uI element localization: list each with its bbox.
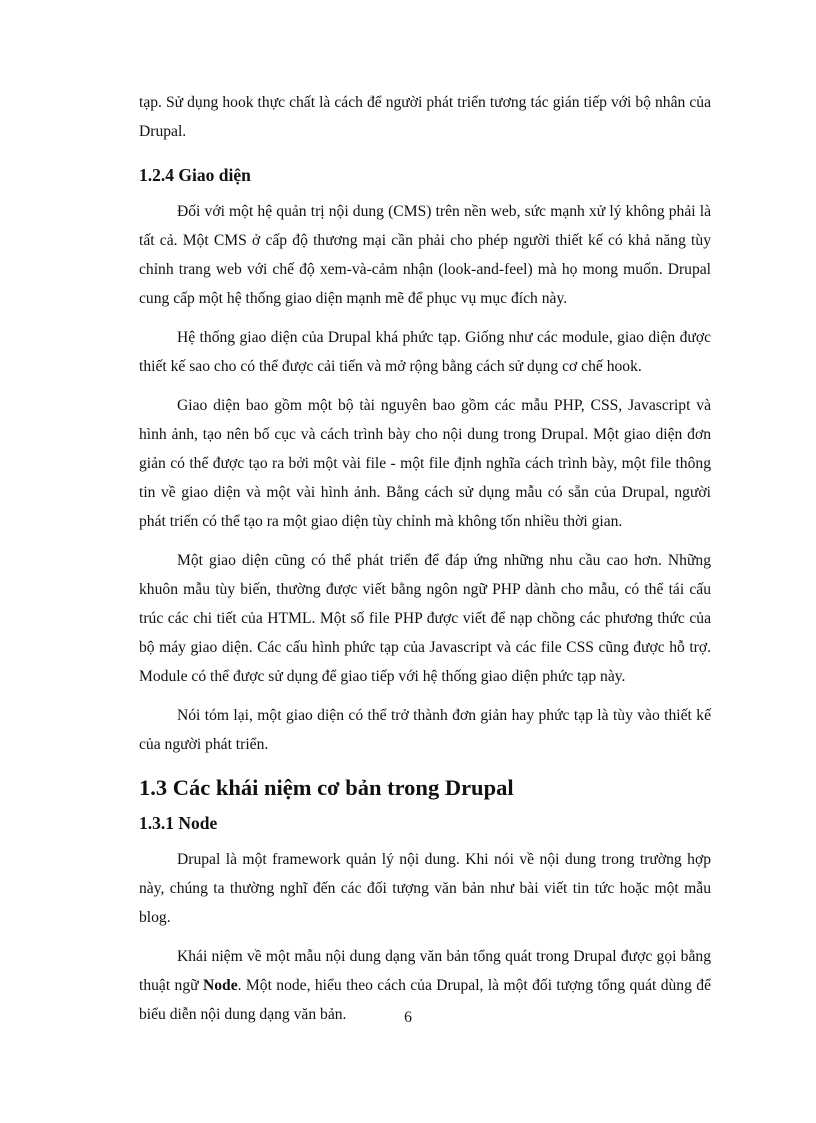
page-number: 6 — [404, 1009, 412, 1026]
paragraph-cms-power: Đối với một hệ quản trị nội dung (CMS) trên nền web, sức mạnh xử lý không phải là tất cả. Một CMS ở cấp độ thương mại cần phải cho phép người thiết kế có khả năng tùy chỉnh trang web với chế độ xem-và-cảm nhận (look-and-feel) mà họ mong muốn. Drupal cung cấp một hệ thống giao diện mạnh mẽ để phục vụ mục đích này. — [139, 203, 711, 307]
paragraph-theme-system: Hệ thống giao diện của Drupal khá phức tạp. Giống như các module, giao diện được thiết kế sao cho có thể được cải tiến và mở rộng bằng cách sử dụng cơ chế hook. — [139, 329, 711, 375]
paragraph-drupal-framework: Drupal là một framework quản lý nội dung. Khi nói về nội dung trong trường hợp này, chúng ta thường nghĩ đến các đối tượng văn bản như bài viết tin tức hoặc một mẫu blog. — [139, 851, 711, 926]
paragraph-theme-resources: Giao diện bao gồm một bộ tài nguyên bao gồm các mẫu PHP, CSS, Javascript và hình ảnh, tạo nên bố cục và cách trình bày cho nội dung trong Drupal. Một giao diện đơn giản có thể được tạo ra bởi một vài file - một file định nghĩa cách trình bày, một file thông tin về giao diện và một vài hình ảnh. Bằng cách sử dụng mẫu có sẵn của Drupal, người phát triển có thể tạo ra một giao diện tùy chỉnh mà không tốn nhiều thời gian. — [139, 397, 711, 530]
section-heading-1-2-4: 1.2.4 Giao diện — [139, 165, 251, 185]
node-definition-text-after: . Một node, hiểu theo cách của Drupal, là một đối tượng tổng quát dùng để biểu diễn nội dung dạng văn bản. — [139, 977, 711, 1023]
node-definition-text-before: Khái niệm về một mẫu nội dung dạng văn bản tổng quát trong Drupal được gọi bằng thuật ngữ — [139, 948, 711, 994]
intro-paragraph: tạp. Sử dụng hook thực chất là cách để người phát triển tương tác gián tiếp với bộ nhân của Drupal. — [139, 94, 711, 140]
section-heading-1-3-1: 1.3.1 Node — [139, 813, 218, 833]
paragraph-theme-summary: Nói tóm lại, một giao diện có thể trở thành đơn giản hay phức tạp là tùy vào thiết kế của người phát triển. — [139, 707, 711, 753]
node-term: Node — [202, 977, 238, 994]
section-heading-1-3: 1.3 Các khái niệm cơ bản trong Drupal — [139, 775, 514, 800]
paragraph-theme-advanced: Một giao diện cũng có thể phát triển để đáp ứng những nhu cầu cao hơn. Những khuôn mẫu tùy biến, thường được viết bằng ngôn ngữ PHP dành cho mẫu, có thể tái cấu trúc các chi tiết của HTML. Một số file PHP được viết để nạp chồng các phương thức của bộ máy giao diện. Các cấu hình phức tạp của Javascript và các file CSS cũng được hỗ trợ. Module có thể được sử dụng để giao tiếp với hệ thống giao diện phức tạp này. — [139, 552, 711, 685]
document-page — [139, 88, 711, 1029]
